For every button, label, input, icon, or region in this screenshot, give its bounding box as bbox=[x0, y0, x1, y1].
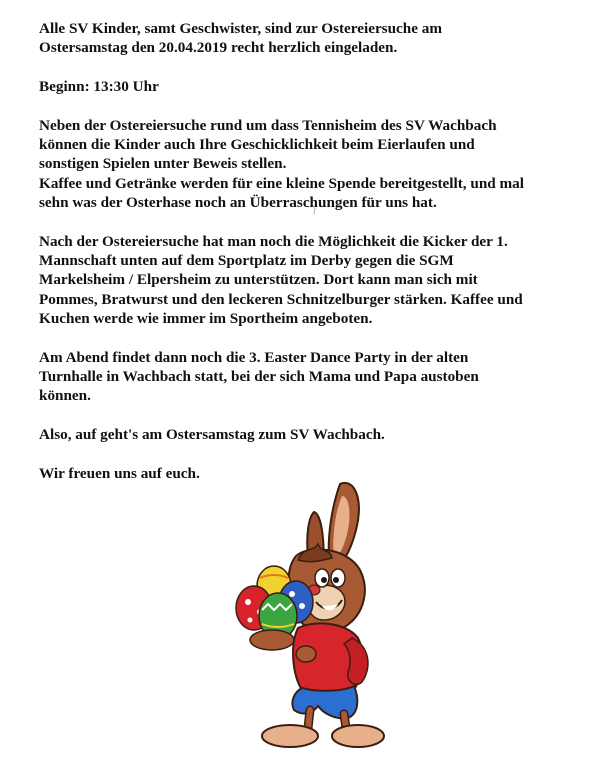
text-line: Neben der Ostereiersuche rund um dass Tennisheim des SV Wachbach bbox=[39, 116, 497, 134]
paragraph-activities bbox=[39, 116, 569, 212]
paragraph-call-to-action bbox=[39, 425, 569, 444]
text-line: Kuchen werde wie immer im Sportheim angeboten. bbox=[39, 310, 373, 328]
text-line: Beginn: 13:30 Uhr bbox=[39, 78, 159, 96]
text-line: sehn was der Osterhase noch an Überraschungen für uns hat. bbox=[39, 194, 437, 212]
text-line: können. bbox=[39, 387, 91, 405]
text-line: Turnhalle in Wachbach statt, bei der sich Mama und Papa austoben bbox=[39, 368, 479, 386]
text-line: Also, auf geht's am Ostersamstag zum SV Wachbach. bbox=[39, 426, 385, 444]
paragraph-football-derby bbox=[39, 232, 569, 328]
invitation-text bbox=[39, 19, 569, 503]
easter-bunny-with-eggs-icon bbox=[218, 478, 388, 752]
scan-speck bbox=[312, 205, 316, 214]
bunny-illustration bbox=[218, 478, 388, 752]
text-line: sonstigen Spielen unter Beweis stellen. bbox=[39, 155, 287, 173]
text-line: können die Kinder auch Ihre Geschicklichkeit beim Eierlaufen und bbox=[39, 136, 475, 154]
text-line: Wir freuen uns auf euch. bbox=[39, 465, 200, 483]
text-line: Pommes, Bratwurst und den leckeren Schnitzelburger stärken. Kaffee und bbox=[39, 290, 523, 308]
text-line: Am Abend findet dann noch die 3. Easter Dance Party in der alten bbox=[39, 348, 469, 366]
text-line: Kaffee und Getränke werden für eine kleine Spende bereitgestellt, und mal bbox=[39, 174, 524, 192]
text-line: Mannschaft unten auf dem Sportplatz im Derby gegen die SGM bbox=[39, 252, 454, 270]
text-line: Ostersamstag den 20.04.2019 recht herzlich eingeladen. bbox=[39, 39, 398, 57]
paragraph-dance-party bbox=[39, 348, 569, 406]
text-line: Nach der Ostereiersuche hat man noch die Möglichkeit die Kicker der 1. bbox=[39, 232, 508, 250]
text-line: Markelsheim / Elpersheim zu unterstützen. Dort kann man sich mit bbox=[39, 271, 478, 289]
paragraph-start-time bbox=[39, 77, 569, 96]
paragraph-invitation bbox=[39, 19, 569, 58]
text-line: Alle SV Kinder, samt Geschwister, sind zur Ostereiersuche am bbox=[39, 20, 443, 37]
